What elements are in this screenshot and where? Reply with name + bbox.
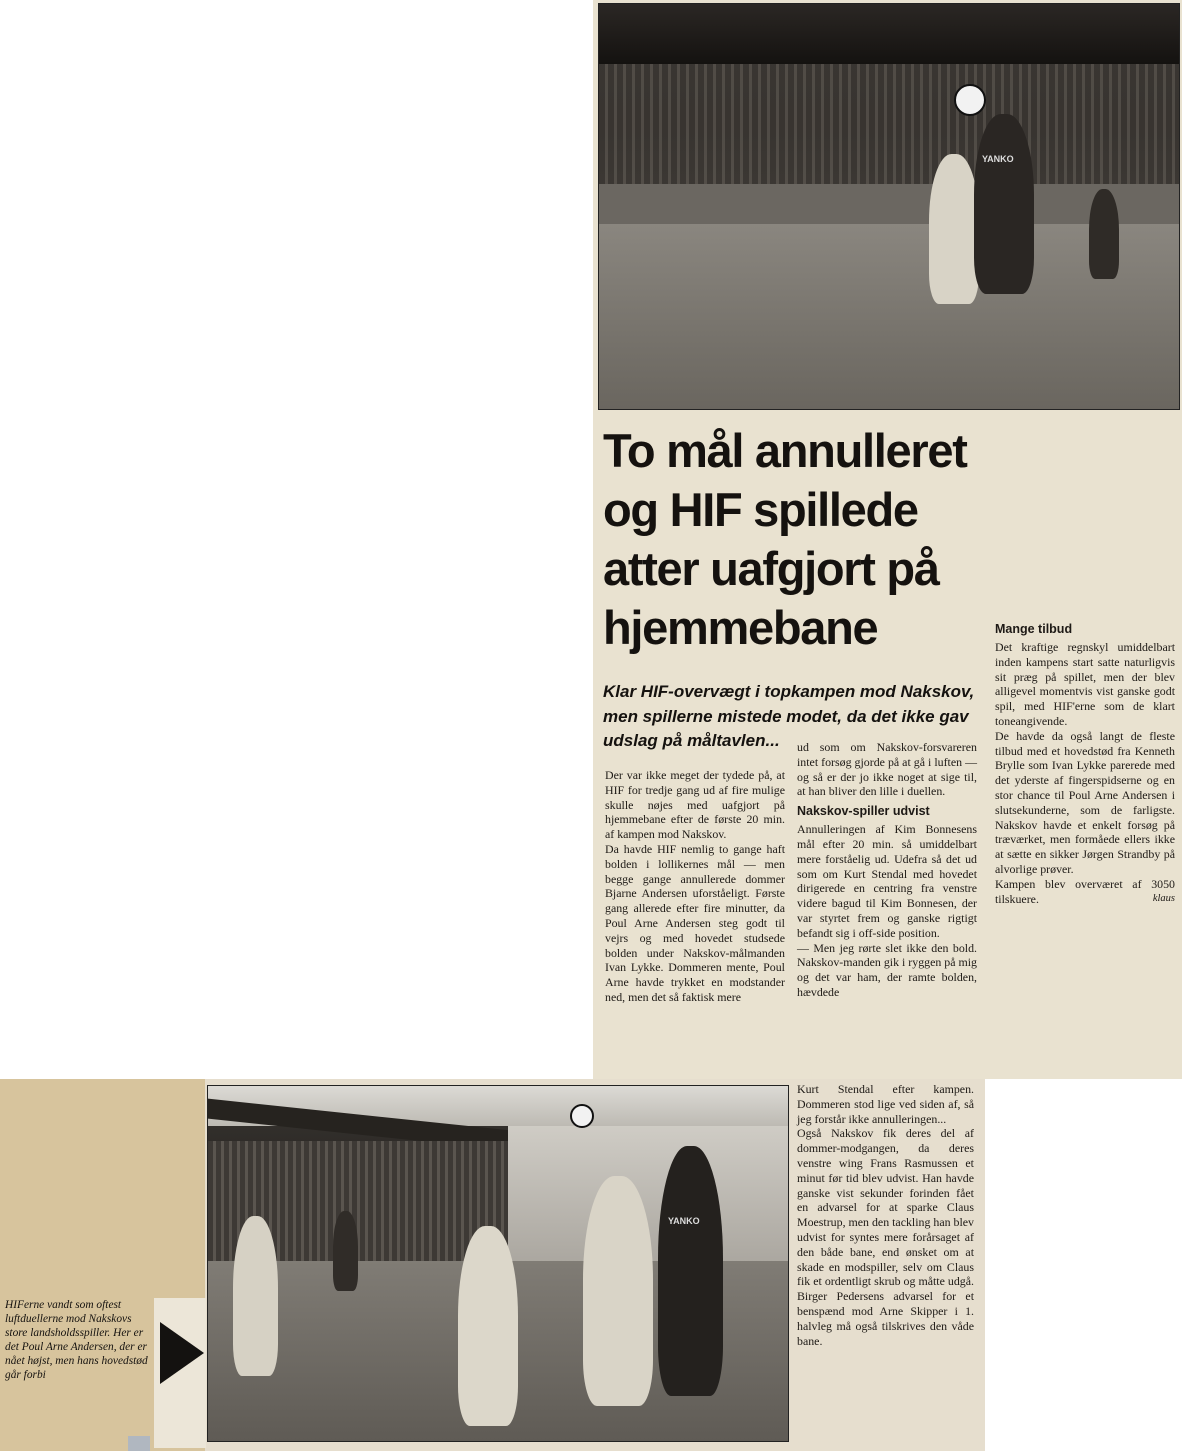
- article-headline: [603, 421, 1043, 657]
- caption-arrow-icon: [160, 1322, 204, 1384]
- football: [570, 1104, 594, 1128]
- headline-line: atter uafgjort på: [603, 542, 939, 595]
- player-dark-figure: [658, 1146, 723, 1396]
- article-column-3: [995, 617, 1175, 907]
- paragraph: Det kraftige regnskyl umiddelbart inden kampens start satte naturligvis sit præg på spillet, men der blev alligevel momentvis vist ganske godt spil, med HIF'erne som de klart toneangivende.: [995, 640, 1175, 728]
- tape-mark: [128, 1436, 150, 1451]
- player-background-figure: [1089, 189, 1119, 279]
- article-column-1: [605, 768, 785, 1005]
- paragraph: Også Nakskov fik deres del af dommer-modgangen, da deres venstre wing Frans Rasmussen et minut før tid blev udvist. Han havde ganske vist sekunder forinden fået en advarsel for at sparke Claus Moestrup, men den tackling han blev udvist for syntes mere forårsaget af den både bane, end ønsket om at skade en modspiller, selv om Claus fik et ordentligt skrub og måtte udgå. Birger Pedersens advarsel for et benspænd mod Arne Skipper i 1. halvleg må også tilskrives den våde bane.: [797, 1126, 974, 1348]
- paragraph: Der var ikke meget der tydede på, at HIF for tredje gang ud af fire mulige skulle nøjes med uafgjort på hjemmebane efter de første 20 min. af kampen mod Nakskov.: [605, 768, 785, 842]
- headline-line: hjemmebane: [603, 601, 878, 654]
- match-photo-bottom: [207, 1085, 789, 1442]
- section-title-udvist: Nakskov-spiller udvist: [797, 804, 930, 819]
- paragraph: De havde da også langt de fleste tilbud med et hovedstød fra Kenneth Brylle som Ivan Lykke parerede med det yderste af fingerspidserne og en stor chance til Poul Arne Andersen i slutsekunderne, som de farligste. Nakskov havde et enkelt forsøg på træværket, men formåede ellers ikke at sætte en sikker Jørgen Strandby på alvorlige prøver.: [995, 728, 1175, 876]
- player-white-figure: [233, 1216, 278, 1376]
- shirt-sponsor-text: YANKO: [982, 154, 1014, 164]
- article-subheadline: Klar HIF-overvægt i topkampen mod Nakskov, men spillerne mistede modet, da det ikke gav udslag på måltavlen...: [603, 682, 975, 750]
- author-signature: klaus: [1152, 893, 1175, 905]
- section-title-tilbud: Mange tilbud: [995, 622, 1073, 636]
- player-white-figure: [929, 154, 979, 304]
- match-photo-top: [598, 3, 1180, 410]
- shirt-sponsor-text: YANKO: [668, 1216, 700, 1226]
- article-column-2: [797, 740, 977, 1000]
- player-white-figure: [583, 1176, 653, 1406]
- paragraph: ud som om Nakskov-forsvareren intet forsøg gjorde på at gå i luften — og så er der jo ikke noget at sige til, at han bliver den lille i duellen.: [797, 740, 977, 799]
- headline-line: og HIF spillede: [603, 483, 918, 536]
- paragraph: — Men jeg rørte slet ikke den bold. Nakskov-manden gik i ryggen på mig og det var ham, der ramte bolden, hævdede: [797, 940, 977, 999]
- player-dark-figure: [974, 114, 1034, 294]
- photo-caption: HIFerne vandt som oftest luftduellerne mod Nakskovs store landsholdsspiller. Her er det Poul Arne Andersen, der er nået højst, men hans hovedstød går forbi: [5, 1299, 148, 1381]
- headline-line: To mål annulleret: [603, 424, 967, 477]
- paragraph: Da havde HIF nemlig to gange haft bolden i lollikernes mål — men begge gange annullerede dommer Bjarne Andersen uforståeligt. Første gang allerede efter fire minutter, da Poul Arne Andersen steg godt til vejrs og med hovedet studsede bolden under Nakskov-målmanden Ivan Lykke. Dommeren mente, Poul Arne havde trykket en modstander ned, men det så faktisk mere: [605, 841, 785, 1004]
- paragraph: Annulleringen af Kim Bonnesens mål efter 20 min. så umiddelbart mere forståelig ud. Udefra så det ud som om Kurt Stendal med hovedet dirigerede en centring fra venstre videre bagud til Kim Bonnesen, der var styrtet frem og ganske rigtigt befandt sig i off-side position.: [797, 822, 977, 940]
- paragraph: Kurt Stendal efter kampen. Dommeren stod lige ved siden af, så jeg forstår ikke annulleringen...: [797, 1082, 974, 1126]
- article-column-4: [797, 1082, 974, 1348]
- paragraph: Kampen blev overværet af 3050 tilskuere.: [995, 876, 1175, 906]
- football: [954, 84, 986, 116]
- player-background-figure: [333, 1211, 358, 1291]
- player-white-figure: [458, 1226, 518, 1426]
